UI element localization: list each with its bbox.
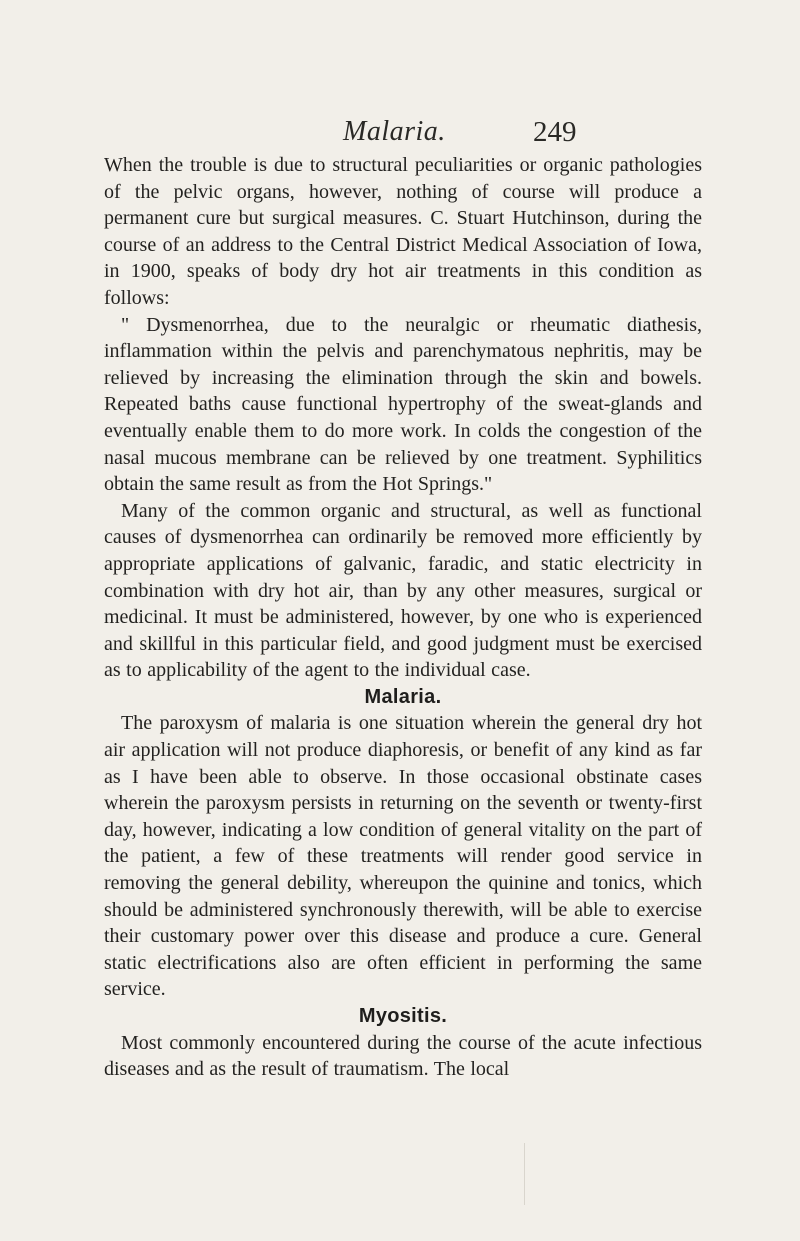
paragraph-hutchinson-quote: " Dysmenorrhea, due to the neuralgic or rheumatic diathesis, inflammation within the pelvis and parenchymatous nephritis, may be relieved by increasing the elimination through the skin and bowels. Repeated baths cause functional hypertrophy of the sweat-glands and eventually enable them to do more work. In colds the congestion of the nasal mucous membrane can be relieved by one treatment. Syphilitics obtain the same result as from the Hot Springs." bbox=[104, 313, 702, 496]
body-text bbox=[104, 152, 702, 1083]
paragraph-dysmenorrhea-causes: Many of the common organic and structural, as well as functional causes of dysmenorrhea can ordinarily be removed more efficiently by appropriate applications of galvanic, faradic, and static electricity in combination with dry hot air, than by any other measures, surgical or medicinal. It must be administered, however, by one who is experienced and skillful in this particular field, and good judgment must be exercised as to applicability of the agent to the individual case. bbox=[104, 499, 702, 682]
section-heading-myositis: Myositis. bbox=[358, 1005, 448, 1027]
running-title: Malaria. bbox=[343, 116, 446, 147]
page-number: 249 bbox=[533, 116, 577, 148]
paragraph-myositis: Most commonly encountered during the course of the acute infectious diseases and as the result of traumatism. The local bbox=[104, 1031, 702, 1081]
paragraph-surgical-measures: When the trouble is due to structural peculiarities or organic pathologies of the pelvic organs, however, nothing of course will produce a permanent cure but surgical measures. C. Stuart Hutchinson, during the course of an address to the Central District Medical Association of Iowa, in 1900, speaks of body dry hot air treatments in this condition as follows: bbox=[104, 154, 702, 309]
running-head bbox=[0, 116, 800, 156]
section-heading-malaria: Malaria. bbox=[364, 685, 442, 708]
page-mark bbox=[524, 1143, 525, 1205]
paragraph-malaria: The paroxysm of malaria is one situation wherein the general dry hot air application will not produce diaphoresis, or benefit of any kind as far as I have been able to observe. In those occasional obstinate cases wherein the paroxysm persists in returning on the seventh or twenty-first day, however, indicating a low condition of general vitality on the part of the patient, a few of these treatments will render good service in removing the general debility, whereupon the quinine and tonics, which should be administered synchronously therewith, will be able to exercise their customary power over this disease and produce a cure. General static electrifications also are often efficient in performing the same service. bbox=[104, 712, 702, 1001]
